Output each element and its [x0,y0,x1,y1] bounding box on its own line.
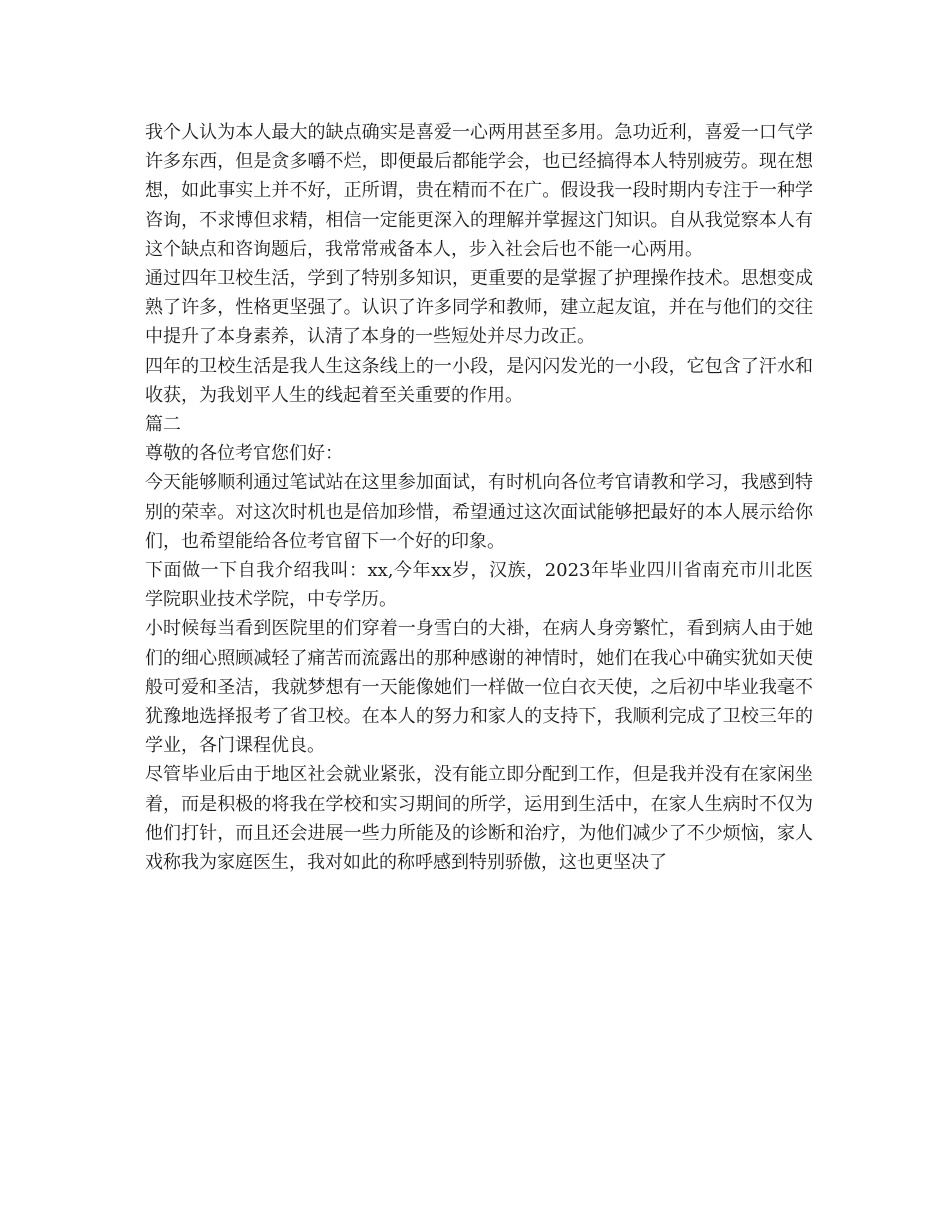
paragraph: 下面做一下自我介绍我叫：xx,今年xx岁，汉族，2023年毕业四川省南充市川北医学院职业技术学院，中专学历。 [145,560,813,611]
section-heading: 篇二 [145,414,181,436]
salutation: 尊敬的各位考官您们好： [145,443,343,465]
document-body [145,118,813,877]
paragraph: 通过四年卫校生活，学到了特别多知识，更重要的是掌握了护理操作技术。思想变成熟了许多，性格更坚强了。认识了许多同学和教师，建立起友谊，并在与他们的交往中提升了本身素养，认清了本身的一些短处并尽力改正。 [145,268,813,348]
paragraph: 我个人认为本人最大的缺点确实是喜爱一心两用甚至多用。急功近利，喜爱一口气学许多东西，但是贪多嚼不烂，即便最后都能学会，也已经搞得本人特别疲劳。现在想想，如此事实上并不好，正所谓，贵在精而不在广。假设我一段时期内专注于一种学咨询，不求博但求精，相信一定能更深入的理解并掌握这门知识。自从我觉察本人有这个缺点和咨询题后，我常常戒备本人，步入社会后也不能一心两用。 [145,122,813,260]
paragraph: 今天能够顺利通过笔试站在这里参加面试，有时机向各位考官请教和学习，我感到特别的荣幸。对这次时机也是倍加珍惜，希望通过这次面试能够把最好的本人展示给你们，也希望能给各位考官留下一个好的印象。 [145,472,813,552]
paragraph: 尽管毕业后由于地区社会就业紧张，没有能立即分配到工作，但是我并没有在家闲坐着，而是积极的将我在学校和实习期间的所学，运用到生活中，在家人生病时不仅为他们打针，而且还会进展一些力所能及的诊断和治疗，为他们减少了不少烦恼，家人戏称我为家庭医生，我对如此的称呼感到特别骄傲，这也更坚决了 [145,764,813,874]
paragraph: 四年的卫校生活是我人生这条线上的一小段，是闪闪发光的一小段，它包含了汗水和收获，为我划平人生的线起着至关重要的作用。 [145,355,813,406]
paragraph: 小时候每当看到医院里的们穿着一身雪白的大褂，在病人身旁繁忙，看到病人由于她们的细心照顾减轻了痛苦而流露出的那种感谢的神情时，她们在我心中确实犹如天使般可爱和圣洁，我就梦想有一天能像她们一样做一位白衣天使，之后初中毕业我毫不犹豫地选择报考了省卫校。在本人的努力和家人的支持下，我顺利完成了卫校三年的学业，各门课程优良。 [145,618,813,757]
